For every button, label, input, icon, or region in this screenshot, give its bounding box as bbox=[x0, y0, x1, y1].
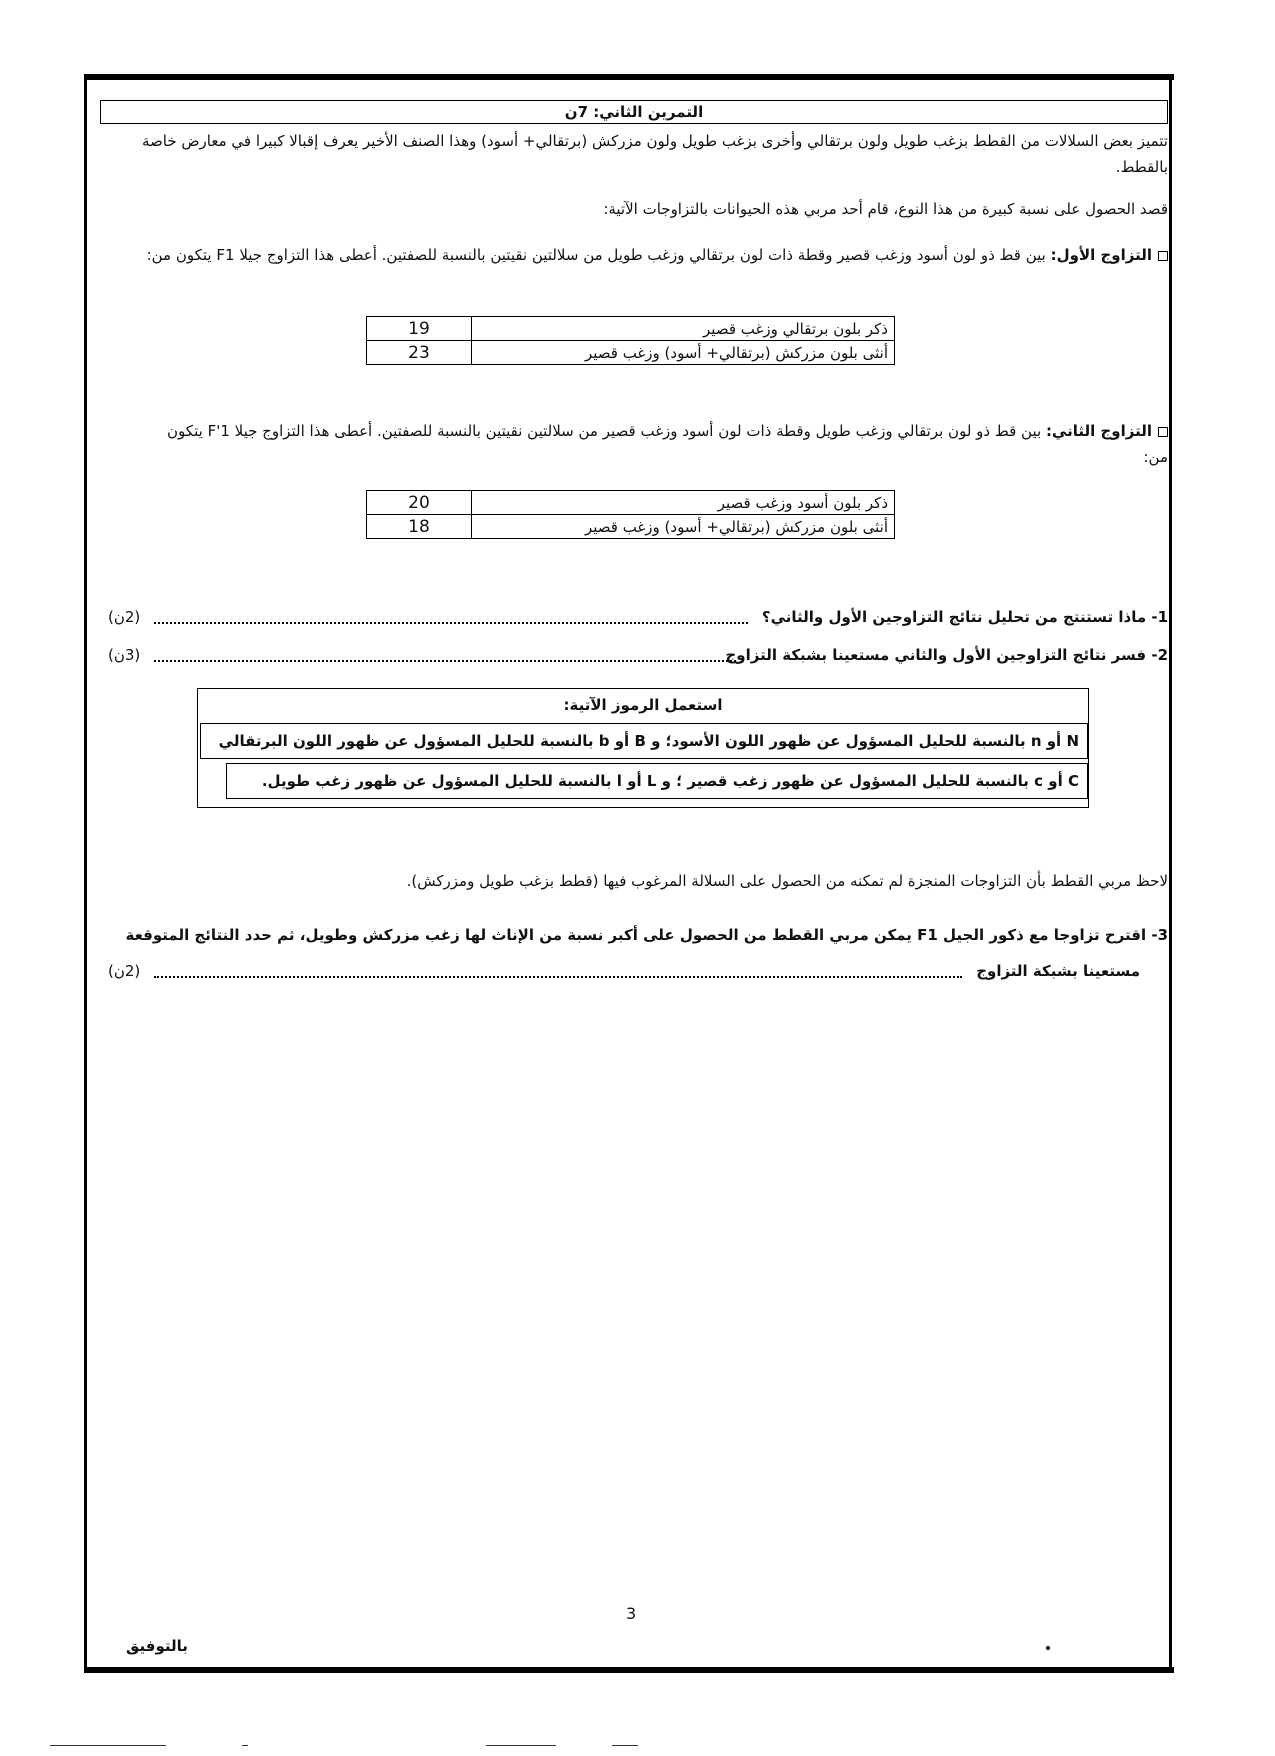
bullet-icon bbox=[1158, 427, 1168, 437]
page-number: 3 bbox=[626, 1604, 637, 1623]
table-row bbox=[367, 515, 895, 539]
scan-artifact bbox=[486, 1745, 556, 1746]
farewell-text: بالتوفيق bbox=[126, 1637, 188, 1655]
cross2-heading: التزاوج الثاني: bbox=[1045, 422, 1152, 440]
cross2-description bbox=[138, 418, 1168, 470]
symbols-heading: استعمل الرموز الآتية: bbox=[563, 696, 723, 714]
answer-dots bbox=[154, 660, 736, 662]
frame-top-rule bbox=[84, 74, 1174, 80]
cross2-row1-label: ذكر بلون أسود وزغب قصير bbox=[472, 491, 895, 515]
question-2-text: 2- فسر نتائج التزاوجين الأول والثاني مستعينا بشبكة التزاوج bbox=[725, 646, 1168, 664]
scan-artifact bbox=[242, 1745, 248, 1746]
cross2-row2-label: أنثى بلون مزركش (برتقالي+ أسود) وزغب قصير bbox=[472, 515, 895, 539]
answer-dots bbox=[154, 976, 962, 978]
cross1-row2-count: 23 bbox=[367, 341, 472, 365]
question-3-text: 3- اقترح تزاوجا مع ذكور الجيل F1 يمكن مربي القطط من الحصول على أكبر نسبة من الإناث لها زغب مزركش وطويل، ثم حدد النتائج المتوقعة bbox=[125, 926, 1168, 944]
question-1-text: 1- ماذا تستنتج من تحليل نتائج التزاوجين الأول والثاني؟ bbox=[761, 608, 1168, 626]
question-3-text-continued: مستعينا بشبكة التزاوج bbox=[976, 962, 1140, 980]
question-2-mark: (3ن) bbox=[108, 646, 141, 664]
cross1-heading: التزاوج الأول: bbox=[1050, 246, 1152, 264]
stray-dot bbox=[1046, 1646, 1050, 1650]
cross1-row1-label: ذكر بلون برتقالي وزغب قصير bbox=[472, 317, 895, 341]
question-1-mark: (2ن) bbox=[108, 608, 141, 626]
scan-artifact bbox=[612, 1745, 638, 1746]
symbols-row-fur: C أو c بالنسبة للحليل المسؤول عن ظهور زغب قصير ؛ و L أو l بالنسبة للحليل المسؤول عن ظهور زغب طويل. bbox=[226, 763, 1088, 799]
breeder-note: لاحظ مربي القطط بأن التزاوجات المنجزة لم تمكنه من الحصول على السلالة المرغوب فيها (قطط بزغب طويل ومزركش). bbox=[406, 872, 1168, 890]
cross1-results-table bbox=[366, 316, 895, 365]
bullet-icon bbox=[1158, 251, 1168, 261]
symbols-box bbox=[197, 688, 1089, 808]
symbols-row-color: N أو n بالنسبة للحليل المسؤول عن ظهور اللون الأسود؛ و B أو b بالنسبة للحليل المسؤول عن ظهور اللون البرتقالي bbox=[200, 723, 1088, 759]
frame-bottom-rule bbox=[84, 1667, 1174, 1673]
exercise-title: التمرين الثاني: 7ن bbox=[100, 100, 1168, 124]
table-row bbox=[367, 341, 895, 365]
question-2 bbox=[108, 642, 1168, 668]
cross2-results-table bbox=[366, 490, 895, 539]
question-1 bbox=[108, 604, 1168, 630]
intro-paragraph: تتميز بعض السلالات من القطط بزغب طويل ولون برتقالي وأخرى بزغب طويل ولون مزركش (برتقالي+ أسود) وهذا الصنف الأخير يعرف إقبالا كبيرا في معارض خاصة بالقطط. bbox=[142, 132, 1168, 176]
table-row bbox=[367, 317, 895, 341]
cross1-row1-count: 19 bbox=[367, 317, 472, 341]
scan-artifact bbox=[50, 1745, 166, 1746]
table-row bbox=[367, 491, 895, 515]
intro-purpose: قصد الحصول على نسبة كبيرة من هذا النوع، قام أحد مربي هذه الحيوانات بالتزاوجات الآتية: bbox=[603, 200, 1168, 218]
cross1-description bbox=[138, 242, 1168, 268]
cross2-text: بين قط ذو لون برتقالي وزغب طويل وقطة ذات لون أسود وزغب قصير من سلالتين نقيتين بالنسبة للصفتين. أعطى هذا التزاوج جيلا F'1 يتكون من: bbox=[167, 422, 1168, 466]
cross2-row1-count: 20 bbox=[367, 491, 472, 515]
answer-dots bbox=[154, 622, 748, 624]
question-3-mark: (2ن) bbox=[108, 962, 141, 980]
question-3 bbox=[108, 922, 1168, 986]
cross2-row2-count: 18 bbox=[367, 515, 472, 539]
cross1-row2-label: أنثى بلون مزركش (برتقالي+ أسود) وزغب قصير bbox=[472, 341, 895, 365]
cross1-text: بين قط ذو لون أسود وزغب قصير وقطة ذات لون برتقالي وزغب طويل من سلالتين نقيتين بالنسبة للصفتين. أعطى هذا التزاوج جيلا F1 يتكون من: bbox=[146, 246, 1046, 264]
